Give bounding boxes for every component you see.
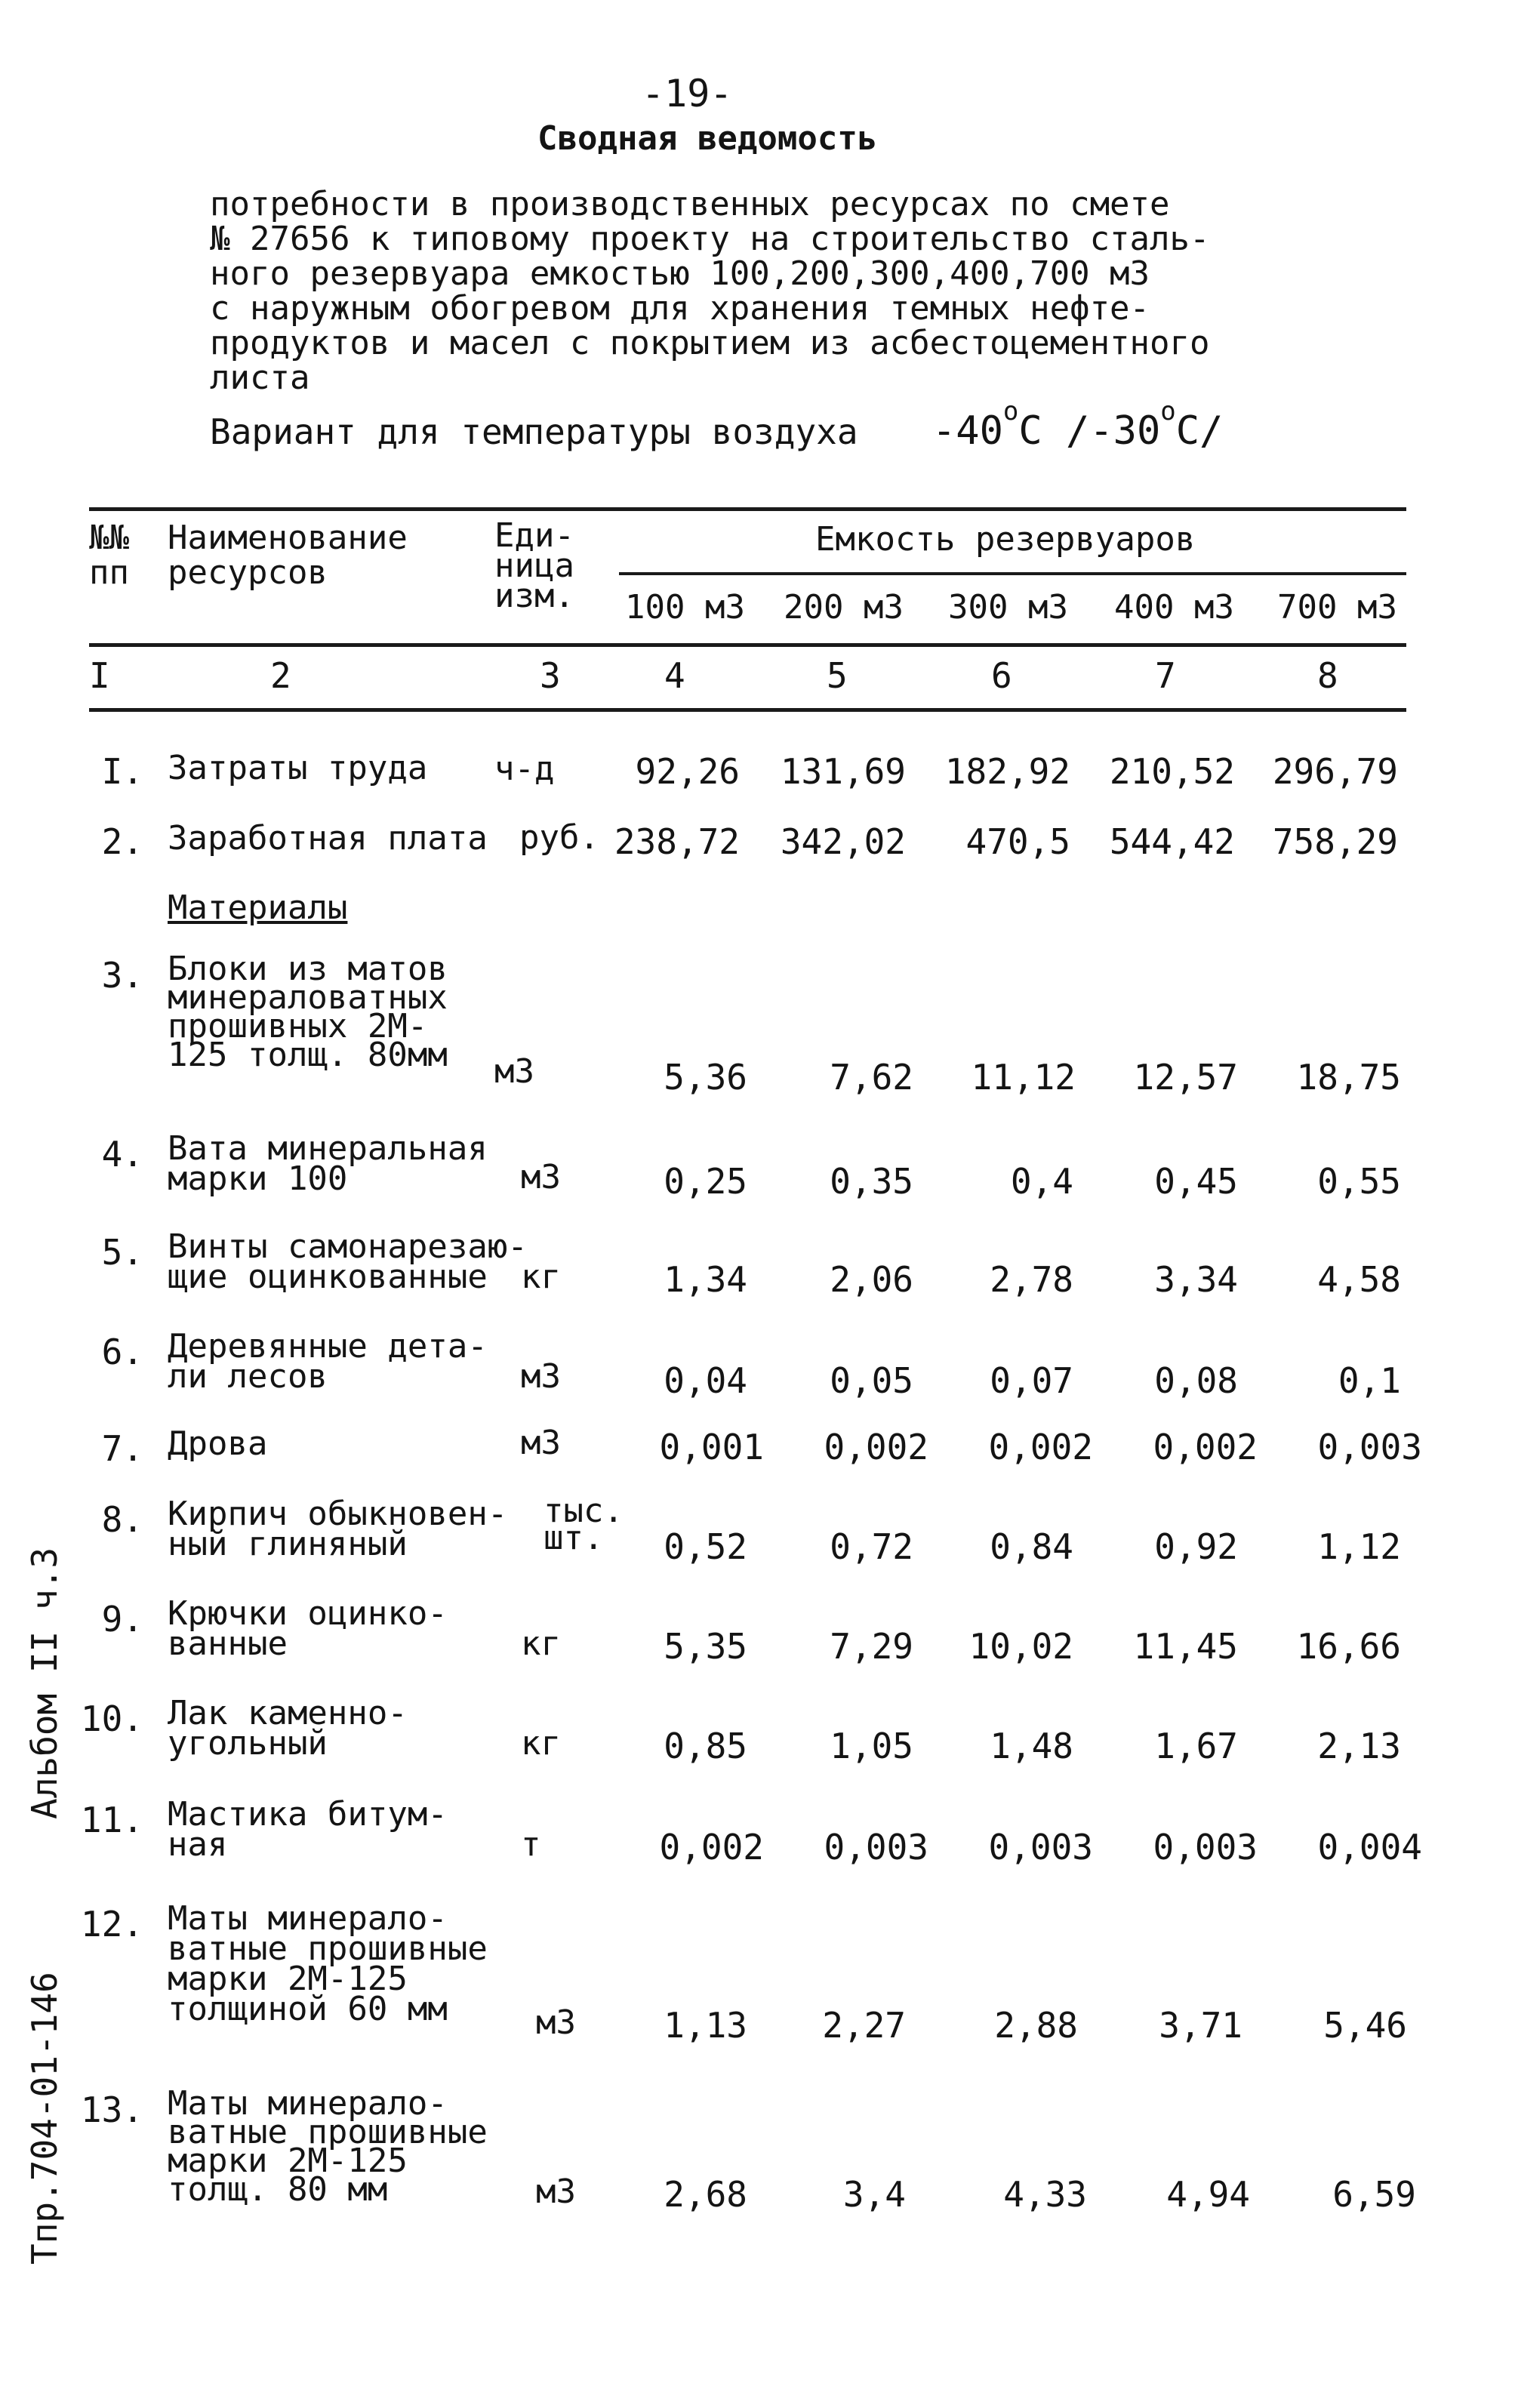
row-value: 758,29 <box>1272 821 1398 862</box>
row-value: 5,46 <box>1323 2005 1407 2046</box>
row-name: Винты самонарезаю- щие оцинкованные <box>168 1227 528 1296</box>
row-value: 0,92 <box>1154 1526 1238 1567</box>
row-unit: кг <box>521 1258 561 1296</box>
column-number: 6 <box>991 655 1012 696</box>
row-number: 5. <box>101 1232 143 1273</box>
row-value: 0,002 <box>824 1427 928 1467</box>
row-value: 0,25 <box>664 1161 747 1202</box>
column-number: 3 <box>540 655 561 696</box>
temp-a-unit: С / <box>1018 408 1090 454</box>
row-value: 0,002 <box>659 1827 764 1868</box>
row-value: 7,62 <box>830 1057 913 1098</box>
row-value: 11,12 <box>971 1057 1076 1098</box>
description-line: потребности в производственных ресурсах по смете <box>210 185 1170 223</box>
row-number: 2. <box>101 821 143 862</box>
column-number: 4 <box>664 655 685 696</box>
side-label-project: Тпр.704-01-146 <box>24 1972 65 2265</box>
description-line: ного резервуара емкостью 100,200,300,400,700 м3 <box>210 254 1150 293</box>
row-value: 0,003 <box>988 1827 1093 1868</box>
row-value: 1,34 <box>664 1259 747 1300</box>
section-materials: Материалы <box>168 888 348 927</box>
column-number: 8 <box>1317 655 1338 696</box>
row-value: 0,04 <box>664 1360 747 1401</box>
row-value: 0,52 <box>664 1526 747 1567</box>
row-value: 3,4 <box>842 2174 906 2215</box>
row-value: 0,05 <box>830 1360 913 1401</box>
row-value: 2,68 <box>664 2174 747 2215</box>
row-value: 4,58 <box>1317 1259 1401 1300</box>
temperature-range <box>932 396 1223 454</box>
row-value: 238,72 <box>614 821 740 862</box>
row-number: 6. <box>101 1332 143 1372</box>
row-value: 2,78 <box>990 1259 1073 1300</box>
row-value: 1,67 <box>1154 1726 1238 1766</box>
description-line: с наружным обогревом для хранения темных нефте- <box>210 289 1150 328</box>
row-unit: м3 <box>521 1357 561 1396</box>
row-value: 210,52 <box>1109 751 1235 792</box>
row-value: 0,72 <box>830 1526 913 1567</box>
row-value: 0,85 <box>664 1726 747 1766</box>
column-number: 5 <box>827 655 848 696</box>
row-value: 5,36 <box>664 1057 747 1098</box>
row-value: 18,75 <box>1296 1057 1401 1098</box>
header-capacity-group: Емкость резервуаров <box>815 520 1196 559</box>
description-line: № 27656 к типовому проекту на строительство сталь- <box>210 220 1210 258</box>
row-number: 13. <box>80 2089 143 2130</box>
row-value: 0,001 <box>659 1427 764 1467</box>
row-value: 0,003 <box>1153 1827 1258 1868</box>
row-value: 0,84 <box>990 1526 1073 1567</box>
document-title: Сводная ведомость <box>537 119 878 158</box>
row-value: 0,07 <box>990 1360 1073 1401</box>
row-number: 4. <box>101 1134 143 1175</box>
row-value: 2,27 <box>822 2005 906 2046</box>
page-number: -19- <box>642 72 733 115</box>
row-value: 3,34 <box>1154 1259 1238 1300</box>
temp-b-unit: С/ <box>1175 408 1224 454</box>
row-value: 0,003 <box>824 1827 928 1868</box>
row-value: 182,92 <box>944 751 1070 792</box>
row-value: 0,004 <box>1317 1827 1422 1868</box>
row-unit: кг <box>521 1624 561 1663</box>
row-name: Кирпич обыкновен- ный глиняный <box>168 1495 508 1563</box>
row-value: 0,45 <box>1154 1161 1238 1202</box>
column-number: 2 <box>270 655 291 696</box>
row-unit: т <box>521 1825 541 1864</box>
row-unit: м3 <box>521 1158 561 1196</box>
row-value: 0,35 <box>830 1161 913 1202</box>
row-value: 2,88 <box>994 2005 1078 2046</box>
row-name: Лак каменно- угольный <box>168 1694 408 1763</box>
header-capacity-300: 300 м3 <box>948 588 1068 627</box>
row-unit: м3 <box>494 1052 534 1091</box>
table-top-rule <box>89 507 1406 511</box>
header-num: №№ пп <box>89 519 129 592</box>
temp-b-degree: o <box>1160 396 1176 426</box>
row-unit: м3 <box>536 2172 576 2211</box>
row-value: 1,13 <box>664 2005 747 2046</box>
row-name: Блоки из матов минераловатных прошивных 2М- 125 толщ. 80мм <box>168 950 448 1074</box>
row-number: I. <box>101 751 143 792</box>
row-value: 2,06 <box>830 1259 913 1300</box>
row-unit: руб. <box>519 818 599 857</box>
row-value: 10,02 <box>968 1626 1073 1667</box>
row-unit: ч-д <box>494 750 555 788</box>
row-value: 1,48 <box>990 1726 1073 1766</box>
description-line: листа <box>210 359 310 397</box>
description-line: продуктов и масел с покрытием из асбестоцементного <box>210 324 1210 362</box>
column-number: 7 <box>1155 655 1176 696</box>
header-capacity-400: 400 м3 <box>1114 588 1234 627</box>
temp-a-degree: o <box>1002 396 1019 426</box>
row-value: 1,05 <box>830 1726 913 1766</box>
header-name: Наименование ресурсов <box>168 519 408 592</box>
row-name: Маты минерало- ватные прошивные марки 2М-125 толщиной 60 мм <box>168 1899 488 2028</box>
row-number: 12. <box>80 1904 143 1945</box>
row-number: 3. <box>101 955 143 996</box>
row-value: 131,69 <box>780 751 906 792</box>
row-value: 4,33 <box>1003 2174 1087 2215</box>
row-value: 0,003 <box>1317 1427 1422 1467</box>
header-bottom-rule <box>89 643 1406 647</box>
row-value: 0,55 <box>1317 1161 1401 1202</box>
row-number: 8. <box>101 1499 143 1540</box>
variant-label: Вариант для температуры воздуха <box>210 411 858 452</box>
row-value: 7,29 <box>830 1626 913 1667</box>
row-name: Крючки оцинко- ванные <box>168 1594 448 1663</box>
row-number: 7. <box>101 1428 143 1469</box>
header-capacity-100: 100 м3 <box>625 588 745 627</box>
row-value: 0,002 <box>1153 1427 1258 1467</box>
row-value: 0,1 <box>1338 1360 1401 1401</box>
row-value: 0,08 <box>1154 1360 1238 1401</box>
row-name: Маты минерало- ватные прошивные марки 2М-125 толщ. 80 мм <box>168 2084 488 2209</box>
row-value: 16,66 <box>1296 1626 1401 1667</box>
row-name: Затраты труда <box>168 749 428 787</box>
header-capacity-700: 700 м3 <box>1277 588 1397 627</box>
row-value: 3,71 <box>1159 2005 1242 2046</box>
row-unit: тыс. шт. <box>543 1492 624 1557</box>
row-name: Вата минеральная марки 100 <box>168 1129 488 1198</box>
side-label-album: Альбом II ч.3 <box>24 1547 65 1819</box>
row-unit: м3 <box>536 2003 576 2042</box>
row-value: 92,26 <box>635 751 740 792</box>
column-number: I <box>89 655 110 696</box>
row-value: 470,5 <box>965 821 1070 862</box>
capacity-group-rule <box>619 572 1406 575</box>
row-unit: кг <box>521 1724 561 1763</box>
row-value: 1,12 <box>1317 1526 1401 1567</box>
row-number: 11. <box>80 1800 143 1840</box>
row-value: 12,57 <box>1133 1057 1238 1098</box>
temp-b: -30 <box>1089 408 1161 454</box>
row-value: 4,94 <box>1166 2174 1250 2215</box>
row-name: Деревянные дета- ли лесов <box>168 1327 488 1396</box>
row-number: 10. <box>80 1698 143 1739</box>
row-value: 296,79 <box>1272 751 1398 792</box>
temp-a: -40 <box>932 408 1003 454</box>
column-number-rule <box>89 708 1406 712</box>
row-value: 544,42 <box>1109 821 1235 862</box>
row-value: 2,13 <box>1317 1726 1401 1766</box>
row-value: 342,02 <box>780 821 906 862</box>
header-unit: Еди- ница изм. <box>494 516 574 615</box>
row-value: 6,59 <box>1332 2174 1416 2215</box>
row-value: 11,45 <box>1133 1626 1238 1667</box>
row-name: Мастика битум- ная <box>168 1795 448 1864</box>
row-value: 5,35 <box>664 1626 747 1667</box>
row-number: 9. <box>101 1599 143 1640</box>
row-value: 0,4 <box>1010 1161 1073 1202</box>
row-value: 0,002 <box>988 1427 1093 1467</box>
row-name: Заработная плата <box>168 819 488 858</box>
header-capacity-200: 200 м3 <box>784 588 904 627</box>
row-name: Дрова <box>168 1424 268 1463</box>
row-unit: м3 <box>521 1424 561 1462</box>
